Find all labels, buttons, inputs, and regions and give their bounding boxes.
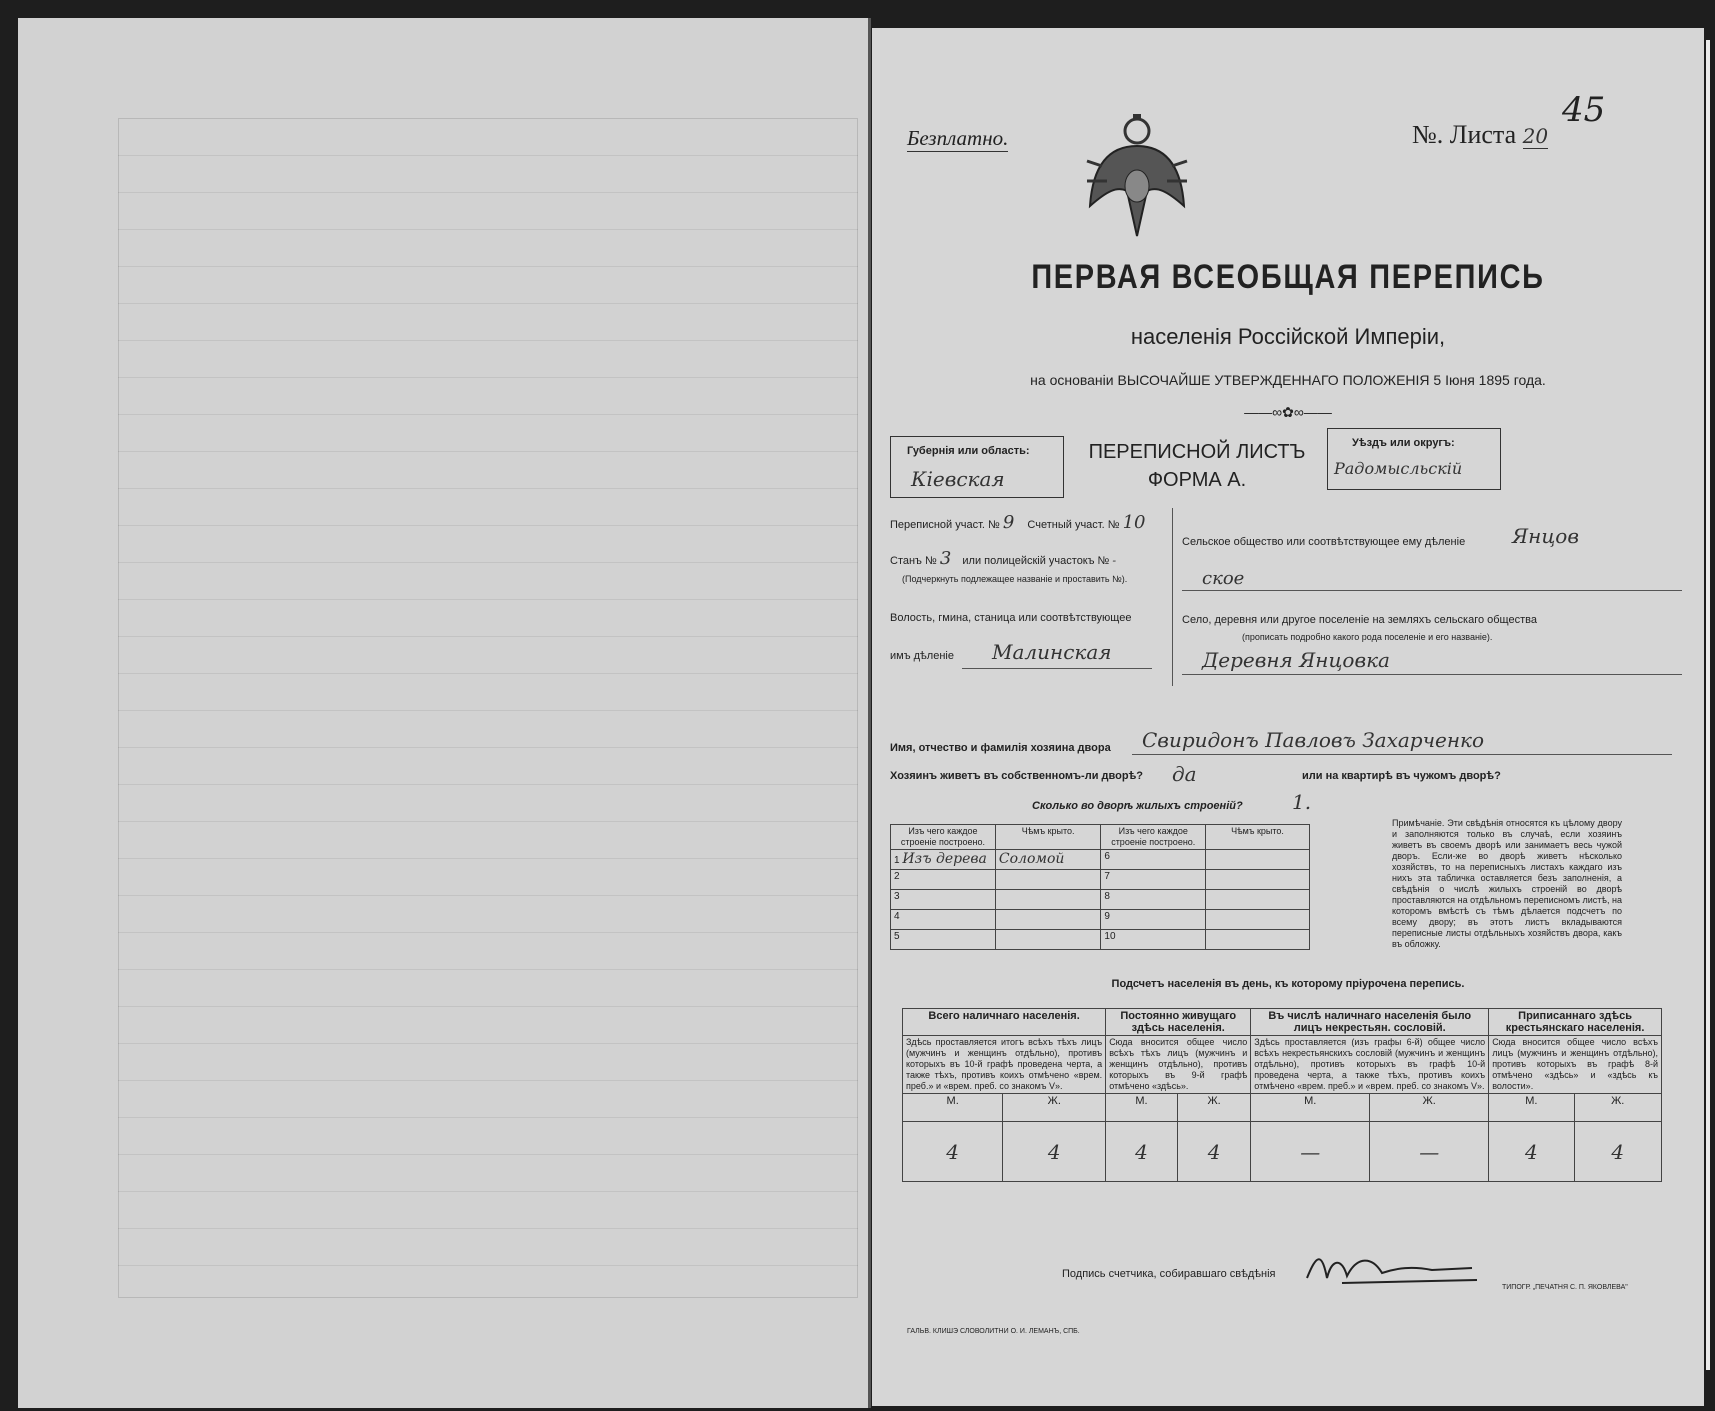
gubernia-label: Губернія или область: <box>907 445 1030 457</box>
uezd-box <box>1327 428 1501 490</box>
count-cell: 4 <box>903 1122 1003 1182</box>
other-yard-label: или на квартирѣ въ чужомъ дворѣ? <box>1302 770 1501 782</box>
page-number-stamp: 45 <box>1562 90 1606 130</box>
ornament-divider: ——∞✿∞—— <box>1244 404 1332 420</box>
table-row: 10 <box>1101 930 1206 950</box>
table-row: 4 <box>891 910 996 930</box>
col-desc: Сюда вносится общее число всѣхъ тѣхъ лицъ (мужчинъ и женщинъ отдѣльно), противъ которыхъ въ 9-й графѣ отмѣчено «здѣсь». <box>1106 1036 1251 1094</box>
table-row: 2 <box>891 870 996 890</box>
free-label: Безплатно. <box>907 126 1009 150</box>
selskoe-label: Сельское общество или соотвѣтствующее ему дѣленіе <box>1182 536 1466 548</box>
m-label: М. <box>1106 1094 1178 1122</box>
form-title <box>1072 438 1322 494</box>
stan-row <box>890 548 1116 569</box>
col-head: Въ числѣ наличнаго населенія было лицъ некрестьян. сословій. <box>1251 1009 1489 1036</box>
printer-right: ТИПОГР. „ПЕЧАТНЯ С. П. ЯКОВЛЕВА" <box>1502 1284 1628 1291</box>
gubernia-value: Кіевская <box>911 467 1005 491</box>
police-uch-label: или полицейскій участокъ № <box>962 555 1110 567</box>
roof-cell: Соломой <box>995 850 1101 870</box>
zh-label: Ж. <box>1370 1094 1489 1122</box>
sheet-no <box>1412 120 1548 150</box>
selo-label: Село, деревня или другое поселеніе на земляхъ сельскаго общества <box>1182 614 1537 626</box>
form-title-line1: ПЕРЕПИСНОЙ ЛИСТЪ <box>1088 441 1306 463</box>
basis-text: на основаніи ВЫСОЧАЙШЕ УТВЕРЖДЕННАГО ПОЛОЖЕНІЯ 5 Іюня 1895 года. <box>1030 372 1546 388</box>
zh-label: Ж. <box>1177 1094 1250 1122</box>
gubernia-box <box>890 436 1064 498</box>
count-cell: 4 <box>1106 1122 1178 1182</box>
count-cell: 4 <box>1177 1122 1250 1182</box>
table-row: 1 Изъ дерева <box>891 850 996 870</box>
m-label: М. <box>1489 1094 1574 1122</box>
zh-label: Ж. <box>1003 1094 1106 1122</box>
col-head: Всего наличнаго населенія. <box>903 1009 1106 1036</box>
zh-label: Ж. <box>1574 1094 1662 1122</box>
perepisnoy-uch-row <box>890 512 1146 533</box>
count-cell: 4 <box>1489 1122 1574 1182</box>
police-uch-value: - <box>1112 554 1117 567</box>
own-yard-value: да <box>1172 762 1197 786</box>
selo-value: Деревня Янцовка <box>1202 648 1390 672</box>
table-row: 7 <box>1101 870 1206 890</box>
signature-scribble-icon <box>1302 1248 1482 1288</box>
signature-label: Подпись счетчика, собиравшаго свѣдѣнія <box>1062 1268 1276 1280</box>
owner-value: Свиридонъ Павловъ Захарченко <box>1142 728 1485 752</box>
printer-left: ГАЛЬВ. КЛИШЭ СЛОВОЛИТНИ О. И. ЛЕМАНЪ, СПБ. <box>907 1328 1080 1335</box>
buildings-label: Сколько во дворѣ жилыхъ строеній? <box>1032 800 1243 812</box>
col-head: Постоянно живущаго здѣсь населенія. <box>1106 1009 1251 1036</box>
col-desc: Здѣсь проставляется (изъ графы 6-й) общее число всѣхъ некрестьянскихъ сословій (мужчинъ и женщинъ отдѣльно), противъ которыхъ въ графѣ 10-й проведена черта, а также тѣхъ, противъ коихъ отмѣчено «врем. преб.» и «врем. преб. со знакомъ V». <box>1251 1036 1489 1094</box>
owner-label: Имя, отчество и фамилія хозяина двора <box>890 742 1111 754</box>
sheet-no-label: №. Листа <box>1412 120 1517 149</box>
selo-note: (прописать подробно какого рода поселеніе и его названіе). <box>1242 632 1493 642</box>
form-title-line2: ФОРМА А. <box>1147 469 1247 491</box>
col-head: Приписаннаго здѣсь крестьянскаго населенія. <box>1489 1009 1662 1036</box>
census-form-page <box>872 28 1704 1406</box>
col-desc: Здѣсь проставляется итогъ всѣхъ тѣхъ лицъ (мужчинъ и женщинъ отдѣльно), противъ которыхъ въ 10-й графѣ проведена черта, а также тѣхъ, противъ коихъ отмѣчено «врем. преб.» и «врем. преб. со знакомъ V». <box>903 1036 1106 1094</box>
page-edges <box>1706 40 1710 1370</box>
col-desc: Сюда вносится общее число всѣхъ лицъ (мужчинъ и женщинъ отдѣльно), противъ которыхъ въ графѣ 8-й отмѣчено «здѣсь» и «здѣсь къ волости». <box>1489 1036 1662 1094</box>
schetny-uch-label: Счетный участ. № <box>1027 519 1120 531</box>
table-row: 5 <box>891 930 996 950</box>
note-text: Примѣчаніе. Эти свѣдѣнія относятся къ цѣлому двору и заполняются только въ случаѣ, если хозяинъ живетъ въ своемъ дворѣ или занимаетъ весь чужой дворъ. Если-же во дворѣ живетъ нѣсколько хозяйствъ, то на переписныхъ листахъ каждаго изъ нихъ эта табличка оставляется безъ заполненія, а свѣдѣнія о числѣ жилыхъ строеній во дворѣ проставляются на отдѣльномъ переписномъ листѣ, на которомъ вмѣстѣ съ тѣмъ дѣлается подсчетъ по всему двору; въ этотъ листъ вкладываются переписные листы отдѣльныхъ хозяйствъ двора, какъ въ обложку. <box>1392 818 1622 949</box>
sheet-no-value: 20 <box>1522 124 1549 148</box>
volost-value: Малинская <box>992 640 1112 664</box>
underline-note: (Подчеркнуть подлежащее названіе и проставить №). <box>902 574 1128 584</box>
buildings-table <box>890 824 1310 950</box>
table-row: 8 <box>1101 890 1206 910</box>
uezd-value: Радомысльскій <box>1334 459 1463 478</box>
count-cell: — <box>1251 1122 1370 1182</box>
selskoe-value-2: ское <box>1202 568 1245 589</box>
count-cell: 4 <box>1574 1122 1662 1182</box>
m-label: М. <box>903 1094 1003 1122</box>
perepisnoy-uch-label: Переписной участ. № <box>890 519 1000 531</box>
stan-label: Станъ № <box>890 555 937 567</box>
material-header-2: Изъ чего каждое строеніе построено. <box>1101 825 1206 850</box>
buildings-value: 1. <box>1292 790 1312 814</box>
table-row: 9 <box>1101 910 1206 930</box>
count-cell: 4 <box>1003 1122 1106 1182</box>
population-table <box>902 1008 1662 1182</box>
roof-header-2: Чѣмъ крыто. <box>1206 825 1310 850</box>
volost-label-2: имъ дѣленіе <box>890 650 954 662</box>
page-title: ПЕРВАЯ ВСЕОБЩАЯ ПЕРЕПИСЬ <box>1031 258 1545 296</box>
count-cell: — <box>1370 1122 1489 1182</box>
selskoe-value: Янцов <box>1512 524 1579 548</box>
bleed-through-grid <box>118 118 858 1298</box>
roof-header: Чѣмъ крыто. <box>995 825 1101 850</box>
table-row: 6 <box>1101 850 1206 870</box>
schetny-uch-value: 10 <box>1122 512 1146 533</box>
own-yard-label: Хозяинъ живетъ въ собственномъ-ли дворѣ? <box>890 770 1144 782</box>
table-row: 3 <box>891 890 996 910</box>
volost-label: Волость, гмина, станица или соотвѣтствующее <box>890 612 1132 624</box>
page-subtitle: населенія Россійской Имперіи, <box>1130 324 1446 349</box>
uezd-label: Уѣздъ или округъ: <box>1352 437 1455 449</box>
imperial-eagle-icon <box>1082 106 1192 246</box>
stan-value: 3 <box>939 548 952 569</box>
m-label: М. <box>1251 1094 1370 1122</box>
perepisnoy-uch-value: 9 <box>1002 512 1015 533</box>
material-header: Изъ чего каждое строеніе построено. <box>891 825 996 850</box>
count-title: Подсчетъ населенія въ день, къ которому пріурочена перепись. <box>1111 978 1465 990</box>
left-page <box>18 18 871 1408</box>
